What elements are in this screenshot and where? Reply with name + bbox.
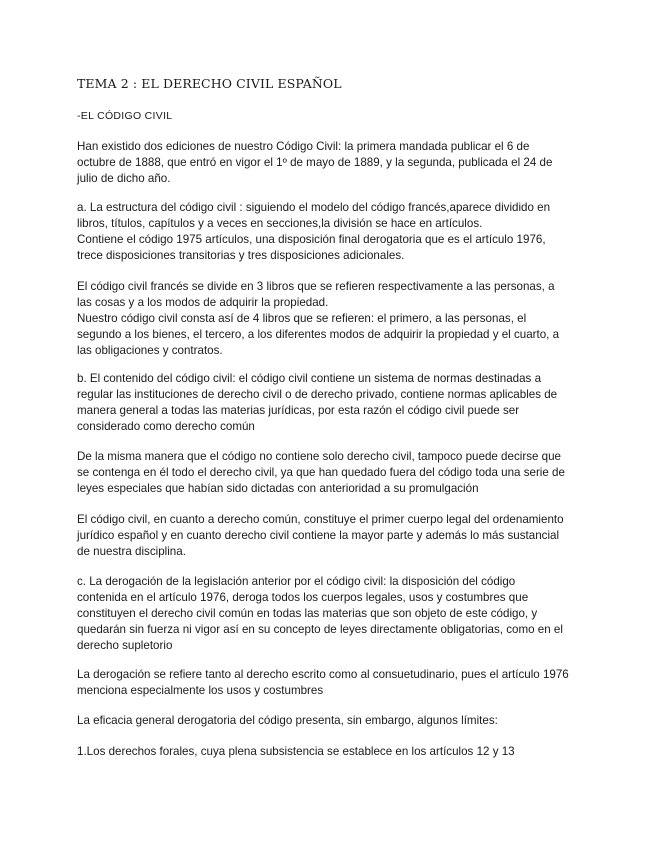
text-line: trece disposiciones transitorias y tres disposiciones adicionales. bbox=[77, 249, 405, 262]
text-line: menciona especialmente los usos y costumbres bbox=[77, 684, 324, 697]
paragraph-libros bbox=[77, 279, 597, 359]
paragraph-misma-manera bbox=[77, 449, 597, 497]
text-line: segundo a los bienes, el tercero, a los diferentes modos de adquirir la propiedad y el cuarto, a bbox=[77, 328, 560, 341]
text-line: De la misma manera que el código no contiene solo derecho civil, tampoco puede decirse que bbox=[77, 450, 561, 463]
section-subtitle: -EL CÓDIGO CIVIL bbox=[77, 110, 173, 122]
paragraph-derechos-forales bbox=[77, 744, 597, 760]
text-line: c. La derogación de la legislación anterior por el código civil: la disposición del código bbox=[77, 575, 516, 588]
text-line: libros, títulos, capítulos y a veces en secciones,la división se hace en artículos. bbox=[77, 217, 483, 230]
text-line: derecho supletorio bbox=[77, 639, 173, 652]
text-line: considerado como derecho común bbox=[77, 420, 255, 433]
text-line: constituyen el derecho civil común en todas las materias que son objeto de este código, y bbox=[77, 607, 538, 620]
paragraph-derecho-comun bbox=[77, 512, 597, 560]
text-line: julio de dicho año. bbox=[77, 172, 171, 185]
text-line: de nuestra disciplina. bbox=[77, 545, 186, 558]
text-line: las cosas y a los modos de adquirir la propiedad. bbox=[77, 296, 329, 309]
text-line: las obligaciones y contratos. bbox=[77, 344, 223, 357]
page-title: TEMA 2 : EL DERECHO CIVIL ESPAÑOL bbox=[77, 76, 342, 91]
text-line: octubre de 1888, que entró en vigor el 1º de mayo de 1889, y la segunda, publicada el 24 de bbox=[77, 156, 553, 169]
text-line: Nuestro código civil consta así de 4 libros que se refieren: el primero, a las personas, el bbox=[77, 312, 527, 325]
text-line: quedarán sin fuerza ni vigor así en su concepto de leyes directamente obligatorias, como en el bbox=[77, 623, 563, 636]
paragraph-estructura bbox=[77, 200, 597, 264]
text-line: Contiene el código 1975 artículos, una disposición final derogatoria que es el artículo 1976, bbox=[77, 233, 546, 246]
text-line: El código civil, en cuanto a derecho común, constituye el primer cuerpo legal del ordenamiento bbox=[77, 513, 564, 526]
paragraph-derogacion bbox=[77, 574, 597, 654]
text-line: manera general a todas las materias jurídicas, por esta razón el código civil puede ser bbox=[77, 404, 520, 417]
text-line: La eficacia general derogatoria del código presenta, sin embargo, algunos límites: bbox=[77, 714, 498, 727]
text-line: leyes especiales que habían sido dictadas con anterioridad a su promulgación bbox=[77, 482, 479, 495]
text-line: 1.Los derechos forales, cuya plena subsistencia se establece en los artículos 12 y 13 bbox=[77, 745, 515, 758]
text-line: contenida en el artículo 1976, deroga todos los cuerpos legales, usos y costumbres que bbox=[77, 591, 529, 604]
text-line: regular las instituciones de derecho civil o de derecho privado, contiene normas aplicables de bbox=[77, 388, 558, 401]
text-line: El código civil francés se divide en 3 libros que se refieren respectivamente a las personas, a bbox=[77, 280, 555, 293]
text-line: Han existido dos ediciones de nuestro Código Civil: la primera mandada publicar el 6 de bbox=[77, 140, 530, 153]
paragraph-eficacia bbox=[77, 713, 597, 729]
text-line: jurídico español y en cuanto derecho civil contiene la mayor parte y además lo más sustancial bbox=[77, 529, 560, 542]
text-line: b. El contenido del código civil: el código civil contiene un sistema de normas destinadas a bbox=[77, 372, 542, 385]
paragraph-ediciones bbox=[77, 139, 597, 187]
paragraph-consuetudinario bbox=[77, 667, 597, 699]
text-line: se contenga en él todo el derecho civil, ya que han quedado fuera del código toda una serie de bbox=[77, 466, 565, 479]
text-line: a. La estructura del código civil : siguiendo el modelo del código francés,aparece dividido en bbox=[77, 201, 551, 214]
text-line: La derogación se refiere tanto al derecho escrito como al consuetudinario, pues el artículo 1976 bbox=[77, 668, 569, 681]
paragraph-contenido bbox=[77, 371, 597, 435]
